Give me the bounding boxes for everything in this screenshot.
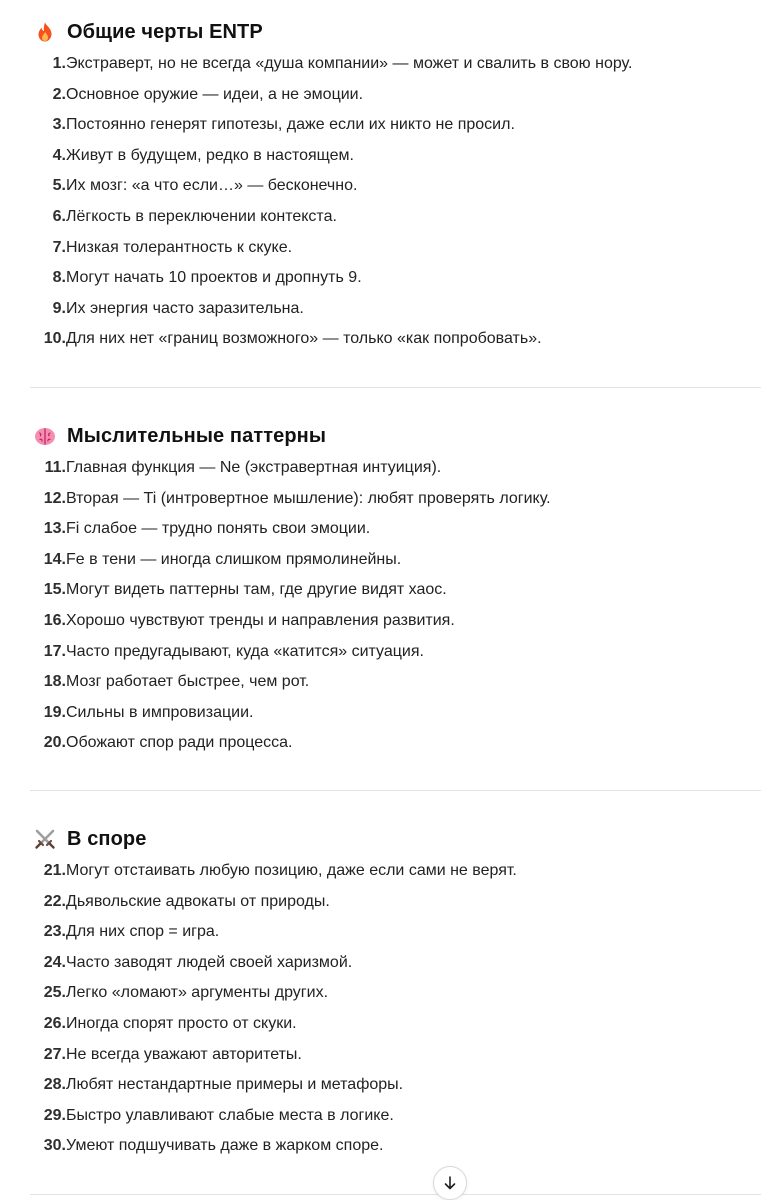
list-item-text: Не всегда уважают авторитеты.	[66, 1045, 302, 1063]
list-item	[34, 141, 761, 172]
list-item-text: Часто заводят людей своей харизмой.	[66, 953, 353, 971]
list-item	[34, 80, 761, 111]
list-item	[34, 978, 761, 1009]
section-heading	[34, 419, 761, 453]
list-item-text: Обожают спор ради процесса.	[66, 734, 293, 752]
list-item-text: Лёгкость в переключении контекста.	[66, 207, 337, 225]
section-title: Мыслительные паттерны	[67, 424, 327, 447]
list-item-text: Главная функция — Ne (экстравертная интуиция).	[66, 459, 442, 476]
list-item	[34, 1040, 761, 1071]
list-item-text: Могут видеть паттерны там, где другие видят хаос.	[66, 581, 447, 599]
section-general-traits	[0, 15, 761, 355]
section-heading	[34, 822, 761, 856]
arrow-down-icon	[442, 1175, 458, 1191]
list-item	[34, 545, 761, 576]
list-item-text: Сильны в импровизации.	[66, 703, 254, 721]
list-item-text: Умеют подшучивать даже в жарком споре.	[66, 1137, 384, 1155]
patterns-list	[34, 453, 761, 759]
list-item-text: Для них спор = игра.	[66, 923, 220, 941]
list-item-number: 6.	[52, 207, 66, 225]
traits-list	[34, 49, 761, 355]
list-item-text: Fe в тени — иногда слишком прямолинейны.	[66, 550, 402, 568]
list-item-text: Низкая толерантность к скуке.	[66, 238, 293, 256]
list-item-number: 10.	[43, 330, 66, 348]
list-item	[34, 294, 761, 325]
list-item	[34, 453, 761, 484]
list-item-number: 9.	[52, 299, 66, 317]
list-item-number: 17.	[43, 642, 66, 660]
list-item	[34, 1131, 761, 1162]
list-item-text: Живут в будущем, редко в настоящем.	[66, 146, 354, 164]
list-item-text: Fi слабое — трудно понять свои эмоции.	[66, 520, 371, 538]
list-item-number: 8.	[52, 269, 66, 287]
list-item-number: 2.	[52, 85, 66, 103]
list-item-number: 12.	[43, 489, 66, 507]
list-item	[34, 49, 761, 80]
list-item	[34, 263, 761, 294]
list-item-number: 16.	[43, 611, 66, 629]
list-item-text: Могут отстаивать любую позицию, даже если сами не верят.	[66, 862, 517, 879]
list-item-number: 3.	[52, 116, 66, 134]
section-divider	[30, 790, 761, 791]
list-item-text: Постоянно генерят гипотезы, даже если их никто не просил.	[66, 116, 515, 134]
list-item-number: 20.	[43, 734, 66, 752]
list-item-text: Дьявольские адвокаты от природы.	[66, 892, 330, 910]
scroll-to-bottom-button[interactable]	[433, 1166, 467, 1200]
list-item	[34, 1009, 761, 1040]
section-in-argument	[0, 822, 761, 1162]
list-item	[34, 856, 761, 887]
list-item	[34, 575, 761, 606]
list-item-number: 1.	[52, 55, 66, 72]
list-item-number: 7.	[52, 238, 66, 256]
list-item-text: Мозг работает быстрее, чем рот.	[66, 673, 310, 691]
list-item-text: Могут начать 10 проектов и дропнуть 9.	[66, 269, 362, 287]
list-item	[34, 514, 761, 545]
list-item	[34, 698, 761, 729]
list-item	[34, 484, 761, 515]
list-item-text: Экстраверт, но не всегда «душа компании» — может и свалить в свою нору.	[66, 55, 633, 72]
list-item-number: 29.	[43, 1106, 66, 1124]
list-item-text: Их энергия часто заразительна.	[66, 299, 304, 317]
list-item-number: 24.	[43, 953, 66, 971]
list-item-number: 5.	[52, 177, 66, 195]
list-item-text: Иногда спорят просто от скуки.	[66, 1014, 297, 1032]
list-item-text: Хорошо чувствуют тренды и направления развития.	[66, 611, 455, 629]
list-item-number: 27.	[43, 1045, 66, 1063]
list-item	[34, 171, 761, 202]
list-item-number: 4.	[52, 146, 66, 164]
section-title: В споре	[67, 827, 147, 850]
section-heading	[34, 15, 761, 49]
list-item	[34, 606, 761, 637]
list-item-number: 14.	[43, 550, 66, 568]
list-item	[34, 1070, 761, 1101]
list-item-number: 25.	[43, 984, 66, 1002]
section-divider	[30, 1194, 761, 1195]
list-item-number: 18.	[43, 673, 66, 691]
list-item	[34, 887, 761, 918]
list-item-number: 15.	[43, 581, 66, 599]
brain-icon	[34, 425, 56, 447]
section-title: Общие черты ENTP	[67, 20, 263, 43]
list-item-text: Их мозг: «а что если…» — бесконечно.	[66, 177, 358, 195]
fire-icon	[34, 21, 56, 43]
list-item	[34, 917, 761, 948]
crossed-swords-icon	[34, 828, 56, 850]
list-item-number: 19.	[43, 703, 66, 721]
section-thinking-patterns	[0, 419, 761, 759]
list-item	[34, 324, 761, 355]
list-item-number: 21.	[43, 862, 66, 879]
list-item-text: Вторая — Ti (интровертное мышление): любят проверять логику.	[66, 489, 551, 507]
list-item	[34, 948, 761, 979]
list-item-text: Для них нет «границ возможного» — только «как попробовать».	[66, 330, 542, 348]
list-item	[34, 1101, 761, 1132]
list-item-number: 26.	[43, 1014, 66, 1032]
argument-list	[34, 856, 761, 1162]
list-item	[34, 728, 761, 759]
list-item	[34, 110, 761, 141]
list-item-number: 22.	[43, 892, 66, 910]
list-item	[34, 667, 761, 698]
list-item-text: Основное оружие — идеи, а не эмоции.	[66, 85, 364, 103]
list-item-text: Быстро улавливают слабые места в логике.	[66, 1106, 394, 1124]
list-item-number: 13.	[43, 520, 66, 538]
list-item	[34, 637, 761, 668]
list-item-number: 28.	[43, 1076, 66, 1094]
list-item-text: Любят нестандартные примеры и метафоры.	[66, 1076, 404, 1094]
list-item-number: 23.	[43, 923, 66, 941]
list-item	[34, 202, 761, 233]
section-divider	[30, 387, 761, 388]
list-item-number: 11.	[44, 459, 66, 476]
list-item-number: 30.	[43, 1137, 66, 1155]
list-item-text: Легко «ломают» аргументы других.	[66, 984, 329, 1002]
list-item	[34, 233, 761, 264]
list-item-text: Часто предугадывают, куда «катится» ситуация.	[66, 642, 424, 660]
